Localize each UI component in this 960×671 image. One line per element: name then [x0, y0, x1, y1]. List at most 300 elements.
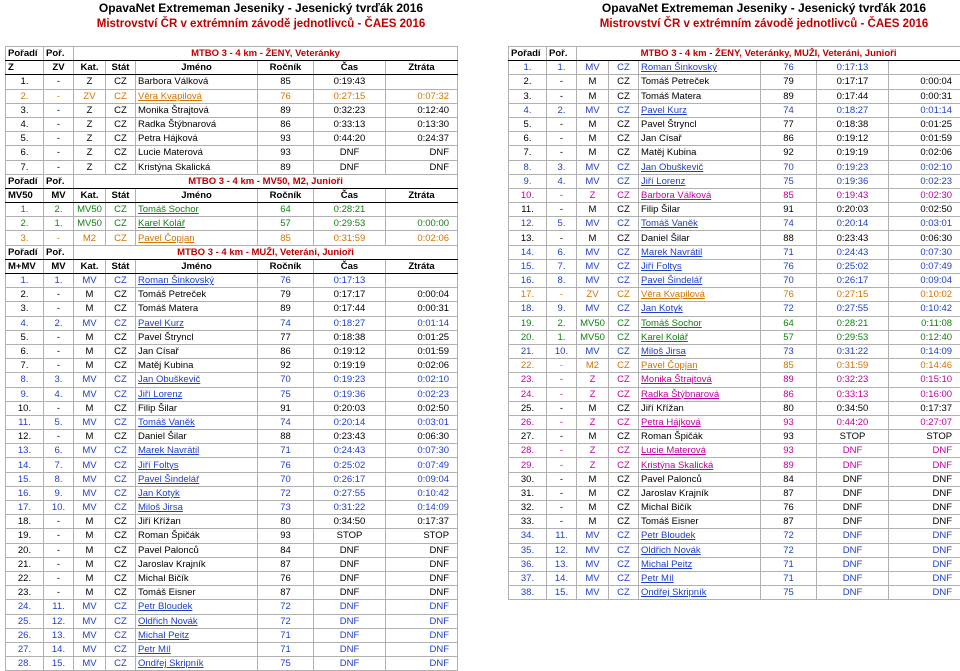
competitor-name: Lucie Materová	[136, 146, 258, 160]
result-row	[6, 529, 458, 543]
birth-year: 89	[258, 160, 314, 174]
rank: 2.	[509, 75, 547, 89]
rank: 25.	[6, 614, 44, 628]
rank: 3.	[509, 89, 547, 103]
finish-time: 0:19:23	[314, 373, 386, 387]
finish-time: 0:19:36	[817, 174, 889, 188]
birth-year: 73	[258, 501, 314, 515]
competitor-name: Miloš Jirsa	[136, 501, 258, 515]
result-row	[509, 458, 960, 472]
rank: 16.	[509, 274, 547, 288]
finish-time: 0:19:36	[314, 387, 386, 401]
rank: 23.	[6, 586, 44, 600]
category: MV	[577, 557, 609, 571]
category: MV	[577, 274, 609, 288]
country: CZ	[609, 515, 639, 529]
time-loss: 0:13:30	[386, 117, 458, 131]
time-loss: STOP	[386, 529, 458, 543]
country: CZ	[106, 571, 136, 585]
finish-time: 0:20:14	[817, 217, 889, 231]
country: CZ	[106, 472, 136, 486]
col-year: Ročník	[258, 61, 314, 75]
result-row	[6, 330, 458, 344]
rank: 24.	[509, 387, 547, 401]
finish-time: 0:26:17	[817, 274, 889, 288]
sub-rank: 3.	[44, 373, 74, 387]
finish-time: DNF	[314, 614, 386, 628]
competitor-name: Jiří Křížan	[136, 515, 258, 529]
rank: 5.	[509, 117, 547, 131]
result-row	[509, 387, 960, 401]
finish-time: DNF	[314, 160, 386, 174]
competitor-name: Michal Bičík	[639, 501, 761, 515]
finish-time: 0:24:43	[817, 245, 889, 259]
time-loss	[386, 75, 458, 89]
rank: 2.	[6, 217, 44, 231]
section-header	[509, 47, 960, 61]
category: MV	[74, 458, 106, 472]
competitor-name: Radka Štýbnarová	[136, 117, 258, 131]
rank: 23.	[509, 373, 547, 387]
competitor-name: Jiří Foltys	[136, 458, 258, 472]
finish-time: 0:26:17	[314, 472, 386, 486]
country: CZ	[609, 132, 639, 146]
birth-year: 85	[258, 75, 314, 89]
section-title: MTBO 3 - 4 km - ŽENY, Veteránky	[74, 47, 458, 61]
col-sub-rank: MV	[44, 259, 74, 273]
country: CZ	[106, 103, 136, 117]
competitor-name: Pavel Šindelář	[136, 472, 258, 486]
section-header	[6, 174, 458, 188]
section-title: MTBO 3 - 4 km - MV50, M2, Junioři	[74, 174, 458, 188]
competitor-name: Jiří Lorenz	[136, 387, 258, 401]
rank: 19.	[509, 316, 547, 330]
birth-year: 92	[258, 359, 314, 373]
sub-rank: -	[547, 444, 577, 458]
category: MV	[577, 174, 609, 188]
finish-time: 0:25:02	[817, 259, 889, 273]
category: M	[577, 117, 609, 131]
finish-time: 0:29:53	[817, 330, 889, 344]
result-row	[6, 160, 458, 174]
competitor-name: Michal Peitz	[639, 557, 761, 571]
category: M	[577, 146, 609, 160]
time-loss	[889, 61, 960, 75]
sub-rank: 4.	[44, 387, 74, 401]
competitor-name: Pavel Čopjan	[136, 231, 258, 245]
col-rank: MV50	[6, 188, 44, 202]
birth-year: 87	[761, 486, 817, 500]
competitor-name: Tomáš Vaněk	[639, 217, 761, 231]
category: Z	[577, 373, 609, 387]
rank: 1.	[6, 75, 44, 89]
result-row	[6, 415, 458, 429]
finish-time: 0:31:59	[314, 231, 386, 245]
rank: 10.	[6, 401, 44, 415]
result-row	[6, 472, 458, 486]
finish-time: 0:20:03	[817, 203, 889, 217]
sub-rank: 6.	[547, 245, 577, 259]
birth-year: 70	[761, 160, 817, 174]
competitor-name: Petra Hájková	[136, 132, 258, 146]
rank: 1.	[509, 61, 547, 75]
finish-time: DNF	[817, 571, 889, 585]
birth-year: 85	[761, 188, 817, 202]
time-loss: 0:14:09	[386, 501, 458, 515]
result-row	[509, 401, 960, 415]
rank: 22.	[6, 571, 44, 585]
category: Z	[577, 415, 609, 429]
result-row	[6, 557, 458, 571]
time-loss: STOP	[889, 430, 960, 444]
sub-rank: 14.	[44, 642, 74, 656]
competitor-name: Oldřich Novák	[639, 543, 761, 557]
result-row	[6, 614, 458, 628]
competitor-name: Monika Štrajtová	[136, 103, 258, 117]
country: CZ	[106, 203, 136, 217]
time-loss: 0:12:40	[889, 330, 960, 344]
time-loss: 0:06:30	[889, 231, 960, 245]
time-loss: 0:14:46	[889, 359, 960, 373]
time-loss: 0:02:10	[889, 160, 960, 174]
finish-time: 0:17:17	[314, 288, 386, 302]
birth-year: 75	[761, 586, 817, 600]
sub-rank: 10.	[44, 501, 74, 515]
rank: 1.	[6, 274, 44, 288]
finish-time: 0:28:21	[817, 316, 889, 330]
time-loss: 0:02:50	[386, 401, 458, 415]
country: CZ	[106, 132, 136, 146]
header-rank: Pořadí	[6, 47, 44, 61]
country: CZ	[609, 302, 639, 316]
category: MV	[74, 501, 106, 515]
birth-year: 72	[761, 302, 817, 316]
competitor-name: Daniel Šilar	[639, 231, 761, 245]
competitor-name: Tomáš Petreček	[639, 75, 761, 89]
result-row	[6, 103, 458, 117]
birth-year: 72	[258, 614, 314, 628]
rank: 12.	[6, 430, 44, 444]
result-row	[509, 486, 960, 500]
rank: 3.	[6, 103, 44, 117]
header-rank: Pořadí	[6, 174, 44, 188]
birth-year: 75	[258, 387, 314, 401]
sub-rank: -	[44, 515, 74, 529]
birth-year: 74	[258, 316, 314, 330]
finish-time: DNF	[314, 146, 386, 160]
country: CZ	[609, 245, 639, 259]
time-loss: DNF	[889, 586, 960, 600]
rank: 18.	[6, 515, 44, 529]
competitor-name: Oldřich Novák	[136, 614, 258, 628]
time-loss: 0:00:00	[386, 217, 458, 231]
country: CZ	[106, 600, 136, 614]
rank: 7.	[6, 359, 44, 373]
result-row	[509, 188, 960, 202]
birth-year: 76	[258, 571, 314, 585]
birth-year: 70	[761, 274, 817, 288]
time-loss: DNF	[889, 571, 960, 585]
time-loss: 0:00:04	[889, 75, 960, 89]
result-row	[509, 89, 960, 103]
category: M	[74, 557, 106, 571]
result-row	[509, 259, 960, 273]
result-row	[6, 75, 458, 89]
category: MV	[577, 61, 609, 75]
country: CZ	[106, 628, 136, 642]
sub-rank: -	[44, 529, 74, 543]
col-loss: Ztráta	[386, 259, 458, 273]
result-row	[6, 543, 458, 557]
finish-time: 0:18:27	[817, 103, 889, 117]
sheet-subtitle: Mistrovství ČR v extrémním závodě jednotlivců - ČAES 2016	[508, 17, 960, 32]
rank: 26.	[6, 628, 44, 642]
competitor-name: Jaroslav Krajník	[136, 557, 258, 571]
competitor-name: Jiří Lorenz	[639, 174, 761, 188]
rank: 6.	[6, 146, 44, 160]
result-row	[509, 557, 960, 571]
category: M	[74, 586, 106, 600]
country: CZ	[609, 472, 639, 486]
category: Z	[74, 117, 106, 131]
birth-year: 79	[761, 75, 817, 89]
category: Z	[577, 387, 609, 401]
col-name: Jméno	[136, 61, 258, 75]
competitor-name: Radka Štýbnarová	[639, 387, 761, 401]
competitor-name: Marek Navrátil	[639, 245, 761, 259]
competitor-name: Kristýna Skalická	[639, 458, 761, 472]
category: MV	[74, 600, 106, 614]
category: M	[577, 89, 609, 103]
time-loss: 0:17:37	[889, 401, 960, 415]
category: ZV	[74, 89, 106, 103]
sub-rank: 2.	[547, 316, 577, 330]
sub-rank: -	[44, 146, 74, 160]
result-row	[6, 515, 458, 529]
time-loss: 0:02:06	[386, 359, 458, 373]
competitor-name: Ondřej Skripník	[639, 586, 761, 600]
result-row	[509, 75, 960, 89]
sheet-subtitle: Mistrovství ČR v extrémním závodě jednotlivců - ČAES 2016	[5, 17, 457, 32]
category: MV	[74, 415, 106, 429]
country: CZ	[609, 160, 639, 174]
competitor-name: Petr Míl	[639, 571, 761, 585]
category: MV	[74, 628, 106, 642]
finish-time: DNF	[817, 543, 889, 557]
competitor-name: Petr Bloudek	[639, 529, 761, 543]
sub-rank: -	[547, 117, 577, 131]
result-row	[509, 444, 960, 458]
header-sub-rank: Poř.	[44, 47, 74, 61]
col-category: Kat.	[74, 188, 106, 202]
competitor-name: Tomáš Eisner	[639, 515, 761, 529]
country: CZ	[609, 401, 639, 415]
category: M	[577, 231, 609, 245]
result-row	[509, 359, 960, 373]
result-row	[509, 415, 960, 429]
result-row	[6, 89, 458, 103]
competitor-name: Karel Kolář	[639, 330, 761, 344]
birth-year: 89	[761, 373, 817, 387]
category: MV	[74, 486, 106, 500]
sub-rank: -	[44, 75, 74, 89]
rank: 10.	[509, 188, 547, 202]
result-row	[509, 103, 960, 117]
birth-year: 64	[761, 316, 817, 330]
finish-time: 0:20:03	[314, 401, 386, 415]
country: CZ	[609, 174, 639, 188]
sheet-title: OpavaNet Extrememan Jeseniky - Jesenický tvrďák 2016	[5, 0, 457, 17]
finish-time: 0:18:38	[314, 330, 386, 344]
birth-year: 93	[258, 146, 314, 160]
result-row	[509, 302, 960, 316]
result-row	[509, 330, 960, 344]
competitor-name: Jiří Křížan	[639, 401, 761, 415]
country: CZ	[106, 387, 136, 401]
category: M	[577, 132, 609, 146]
category: MV	[74, 614, 106, 628]
sub-rank: 9.	[547, 302, 577, 316]
rank: 21.	[6, 557, 44, 571]
column-header-row	[6, 61, 458, 75]
birth-year: 70	[258, 472, 314, 486]
header-rank: Pořadí	[509, 47, 547, 61]
section-title: MTBO 3 - 4 km - MUŽI, Veteráni, Junioři	[74, 245, 458, 259]
result-row	[6, 444, 458, 458]
birth-year: 71	[761, 245, 817, 259]
category: M	[74, 515, 106, 529]
rank: 21.	[509, 344, 547, 358]
sub-rank: 6.	[44, 444, 74, 458]
finish-time: 0:25:02	[314, 458, 386, 472]
sub-rank: -	[44, 288, 74, 302]
result-row	[509, 217, 960, 231]
birth-year: 89	[258, 103, 314, 117]
birth-year: 89	[761, 89, 817, 103]
sub-rank: -	[44, 586, 74, 600]
finish-time: 0:32:23	[817, 373, 889, 387]
sub-rank: 8.	[547, 274, 577, 288]
rank: 14.	[6, 458, 44, 472]
time-loss: DNF	[386, 642, 458, 656]
country: CZ	[106, 586, 136, 600]
birth-year: 93	[761, 415, 817, 429]
competitor-name: Jiří Foltys	[639, 259, 761, 273]
country: CZ	[609, 359, 639, 373]
category: M	[577, 401, 609, 415]
rank: 18.	[509, 302, 547, 316]
birth-year: 85	[761, 359, 817, 373]
col-country: Stát	[106, 188, 136, 202]
section-header	[6, 47, 458, 61]
finish-time: 0:18:27	[314, 316, 386, 330]
category: Z	[74, 75, 106, 89]
sub-rank: 3.	[547, 160, 577, 174]
birth-year: 88	[761, 231, 817, 245]
competitor-name: Karel Kolář	[136, 217, 258, 231]
competitor-name: Jan Císař	[639, 132, 761, 146]
country: CZ	[609, 117, 639, 131]
result-row	[6, 387, 458, 401]
country: CZ	[609, 75, 639, 89]
rank: 16.	[6, 486, 44, 500]
birth-year: 70	[258, 373, 314, 387]
rank: 9.	[6, 387, 44, 401]
finish-time: 0:19:23	[817, 160, 889, 174]
rank: 36.	[509, 557, 547, 571]
rank: 3.	[6, 231, 44, 245]
country: CZ	[609, 274, 639, 288]
time-loss: DNF	[889, 501, 960, 515]
finish-time: 0:27:15	[314, 89, 386, 103]
time-loss: 0:09:04	[889, 274, 960, 288]
sub-rank: -	[44, 557, 74, 571]
sub-rank: 8.	[44, 472, 74, 486]
result-row	[509, 117, 960, 131]
finish-time: 0:27:15	[817, 288, 889, 302]
category: MV	[74, 472, 106, 486]
time-loss: 0:27:07	[889, 415, 960, 429]
time-loss: 0:01:14	[386, 316, 458, 330]
category: Z	[577, 458, 609, 472]
time-loss	[386, 274, 458, 288]
sub-rank: -	[547, 486, 577, 500]
country: CZ	[106, 231, 136, 245]
sub-rank: 12.	[547, 543, 577, 557]
country: CZ	[609, 586, 639, 600]
country: CZ	[106, 458, 136, 472]
sub-rank: -	[547, 472, 577, 486]
rank: 17.	[6, 501, 44, 515]
competitor-name: Tomáš Matera	[639, 89, 761, 103]
time-loss: DNF	[386, 543, 458, 557]
finish-time: DNF	[817, 586, 889, 600]
finish-time: 0:17:44	[314, 302, 386, 316]
birth-year: 71	[258, 444, 314, 458]
result-row	[509, 245, 960, 259]
birth-year: 72	[761, 543, 817, 557]
rank: 5.	[6, 330, 44, 344]
result-row	[509, 373, 960, 387]
result-row	[6, 274, 458, 288]
birth-year: 76	[761, 259, 817, 273]
result-row	[509, 203, 960, 217]
category: MV50	[577, 316, 609, 330]
time-loss: DNF	[889, 515, 960, 529]
sub-rank: -	[44, 103, 74, 117]
time-loss: 0:02:23	[386, 387, 458, 401]
category: MV	[577, 217, 609, 231]
col-name: Jméno	[136, 188, 258, 202]
sub-rank: -	[547, 132, 577, 146]
time-loss: 0:03:01	[889, 217, 960, 231]
country: CZ	[609, 103, 639, 117]
sub-rank: -	[547, 359, 577, 373]
col-year: Ročník	[258, 188, 314, 202]
finish-time: DNF	[314, 600, 386, 614]
time-loss: 0:07:49	[889, 259, 960, 273]
rank: 38.	[509, 586, 547, 600]
finish-time: 0:27:55	[314, 486, 386, 500]
result-row	[6, 359, 458, 373]
country: CZ	[106, 146, 136, 160]
rank: 14.	[509, 245, 547, 259]
birth-year: 74	[258, 415, 314, 429]
time-loss: 0:15:10	[889, 373, 960, 387]
birth-year: 86	[761, 132, 817, 146]
result-row	[509, 571, 960, 585]
category: MV	[577, 245, 609, 259]
